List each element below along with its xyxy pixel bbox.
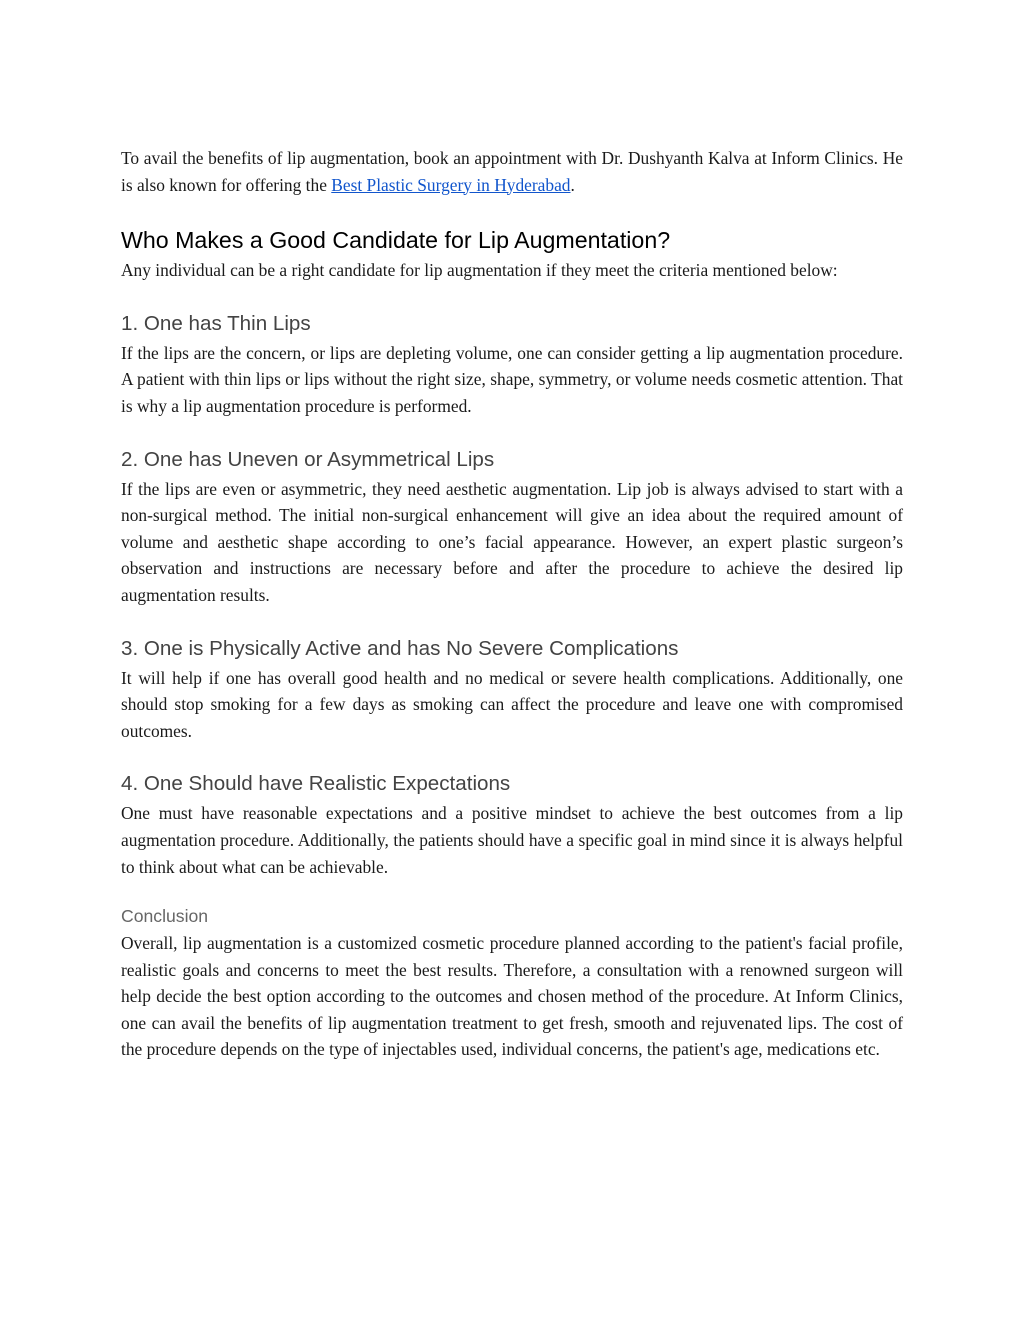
intro-period: . — [570, 174, 575, 195]
section-body-realistic-expectations: One must have reasonable expectations and a positive mindset to achieve the best outcomes from a lip augmentation procedure. Additionally, the patients should have a specific goal in mind since it is always helpful to think about what can be achievable. — [121, 803, 903, 877]
main-heading: Who Makes a Good Candidate for Lip Augmentation? — [121, 227, 671, 254]
section-body-uneven-lips: If the lips are even or asymmetric, they need aesthetic augmentation. Lip job is always advised to start with a non-surgical method. The initial non-surgical enhancement will give an idea about the required amount of volume and aesthetic shape according to one’s facial appearance. However, an expert plastic surgeon’s observation and instructions are necessary before and after the procedure to achieve the desired lip augmentation results. — [121, 478, 903, 605]
best-plastic-surgery-link[interactable]: Best Plastic Surgery in Hyderabad — [331, 174, 571, 195]
intro-paragraph — [121, 145, 903, 198]
section-heading-thin-lips: 1. One has Thin Lips — [121, 311, 311, 335]
conclusion-body: Overall, lip augmentation is a customized cosmetic procedure planned according to the patient's facial profile, realistic goals and concerns to meet the best results. Therefore, a consultation with a renowned surgeon will help decide the best option according to the outcomes and chosen method of the procedure. At Inform Clinics, one can avail the benefits of lip augmentation treatment to get fresh, smooth and rejuvenated lips. The cost of the procedure depends on the type of injectables used, individual concerns, the patient's age, medications etc. — [121, 933, 903, 1060]
document-page — [121, 145, 903, 1063]
conclusion-heading: Conclusion — [121, 906, 209, 927]
intro-text: To avail the benefits of lip augmentation, book an appointment with Dr. Dushyanth Kalva at Inform Clinics. He is also known for offering the — [121, 148, 903, 195]
main-intro-paragraph: Any individual can be a right candidate for lip augmentation if they meet the criteria mentioned below: — [121, 260, 838, 281]
section-heading-physically-active: 3. One is Physically Active and has No Severe Complications — [121, 636, 679, 660]
section-body-physically-active: It will help if one has overall good health and no medical or severe health complications. Additionally, one should stop smoking for a few days as smoking can affect the procedure and leave one with compromised outcomes. — [121, 667, 903, 741]
section-heading-uneven-lips: 2. One has Uneven or Asymmetrical Lips — [121, 447, 495, 471]
section-body-thin-lips: If the lips are the concern, or lips are depleting volume, one can consider getting a lip augmentation procedure. A patient with thin lips or lips without the right size, shape, symmetry, or volume needs cosmetic attention. That is why a lip augmentation procedure is performed. — [121, 342, 903, 416]
section-heading-realistic-expectations: 4. One Should have Realistic Expectations — [121, 772, 511, 796]
